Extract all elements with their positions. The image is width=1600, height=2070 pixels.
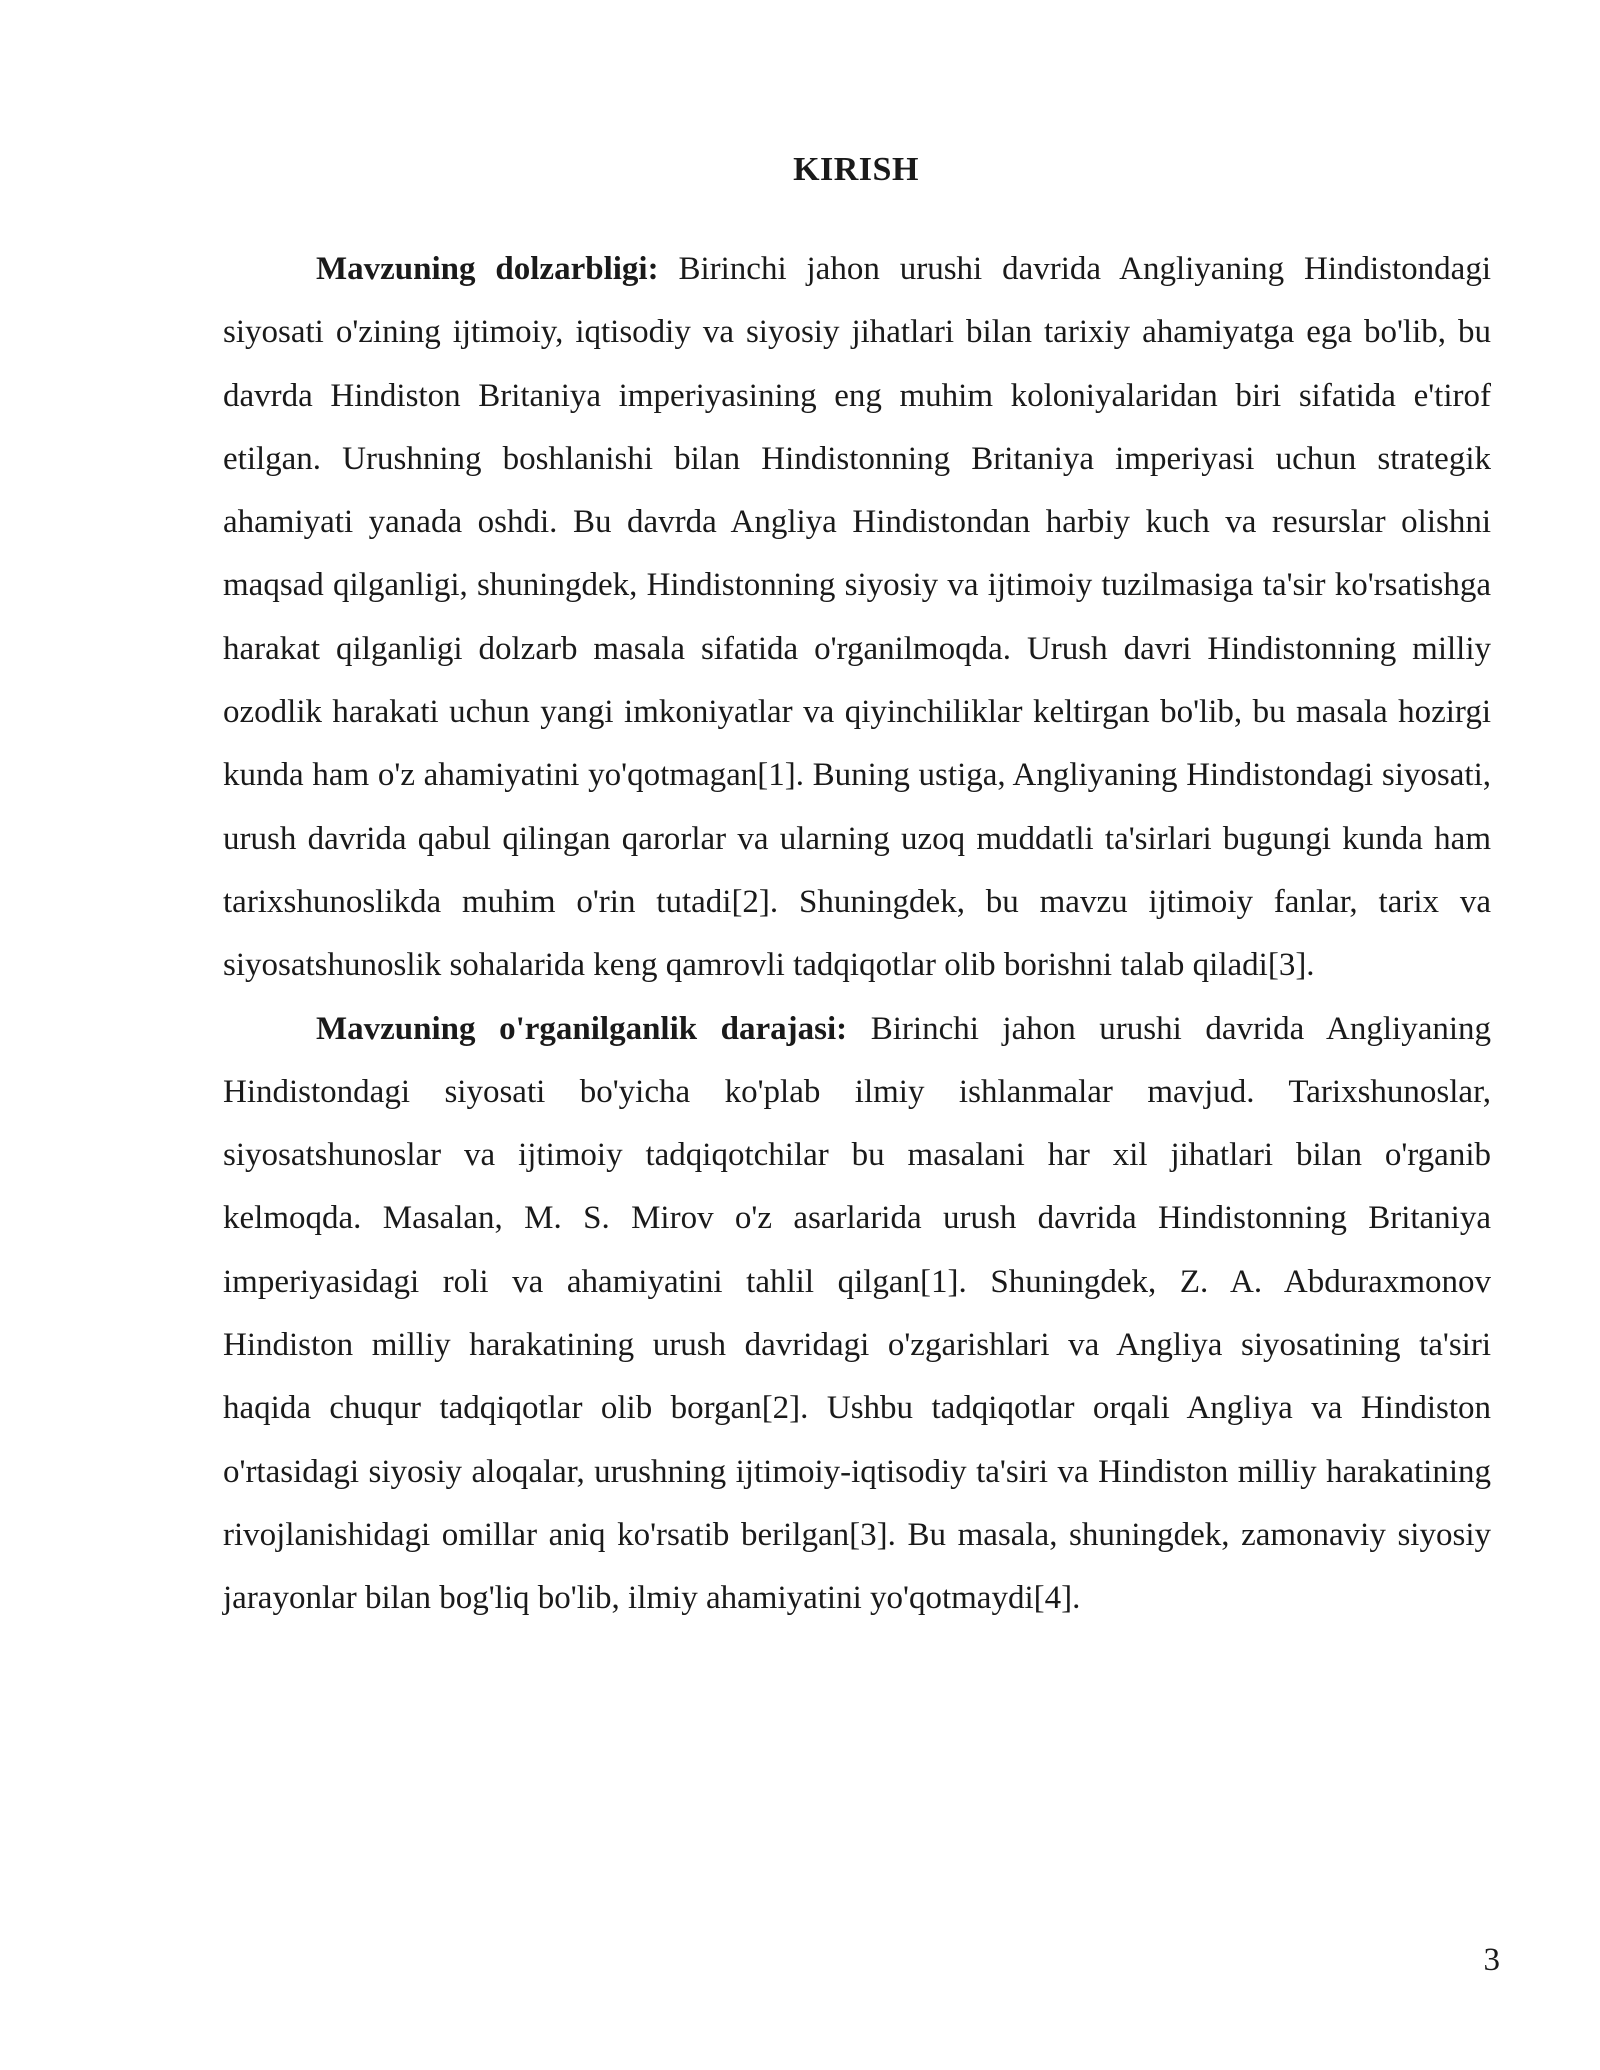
- section-title: KIRISH: [793, 151, 919, 188]
- paragraph-study-level: [223, 998, 1491, 1631]
- paragraph-relevance: [223, 238, 1491, 998]
- paragraph-label: Mavzuning o'rganilganlik darajasi:: [316, 1010, 848, 1047]
- body-text: [223, 238, 1491, 1631]
- paragraph-text: Birinchi jahon urushi davrida Angliyaning Hindistondagi siyosati bo'yicha ko'plab ilmiy ishlanmalar mavjud. Tarixshunoslar, siyosatshunoslar va ijtimoiy tadqiqotchilar bu masalani har xil jihatlari bilan o'rganib kelmoqda. Masalan, M. S. Mirov o'z asarlarida urush davrida Hindistonning Britaniya imperiyasidagi roli va ahamiyatini tahlil qilgan[1]. Shuningdek, Z. A. Abduraxmonov Hindiston milliy harakatining urush davridagi o'zgarishlari va Angliya siyosatining ta'siri haqida chuqur tadqiqotlar olib borgan[2]. Ushbu tadqiqotlar orqali Angliya va Hindiston o'rtasidagi siyosiy aloqalar, urushning ijtimoiy-iqtisodiy ta'siri va Hindiston milliy harakatining rivojlanishidagi omillar aniq ko'rsatib berilgan[3]. Bu masala, shuningdek, zamonaviy siyosiy jarayonlar bilan bog'liq bo'lib, ilmiy ahamiyatini yo'qotmaydi[4].: [223, 1010, 1492, 1617]
- paragraph-label: Mavzuning dolzarbligi:: [316, 251, 659, 287]
- page-number: 3: [1483, 1942, 1500, 1978]
- paragraph-text: Birinchi jahon urushi davrida Angliyaning Hindistondagi siyosati o'zining ijtimoiy, iqtisodiy va siyosiy jihatlari bilan tarixiy ahamiyatga ega bo'lib, bu davrda Hindiston Britaniya imperiyasining eng muhim koloniyalaridan biri sifatida e'tirof etilgan. Urushning boshlanishi bilan Hindistonning Britaniya imperiyasi uchun strategik ahamiyati yanada oshdi. Bu davrda Angliya Hindistondan harbiy kuch va resurslar olishni maqsad qilganligi, shuningdek, Hindistonning siyosiy va ijtimoiy tuzilmasiga ta'sir ko'rsatishga harakat qilganligi dolzarb masala sifatida o'rganilmoqda. Urush davri Hindistonning milliy ozodlik harakati uchun yangi imkoniyatlar va qiyinchiliklar keltirgan bo'lib, bu masala hozirgi kunda ham o'z ahamiyatini yo'qotmagan[1]. Buning ustiga, Angliyaning Hindistondagi siyosati, urush davrida qabul qilingan qarorlar va ularning uzoq muddatli ta'sirlari bugungi kunda ham tarixshunoslikda muhim o'rin tutadi[2]. Shuningdek, bu mavzu ijtimoiy fanlar, tarix va siyosatshunoslik sohalarida keng qamrovli tadqiqotlar olib borishni talab qiladi[3].: [223, 251, 1491, 984]
